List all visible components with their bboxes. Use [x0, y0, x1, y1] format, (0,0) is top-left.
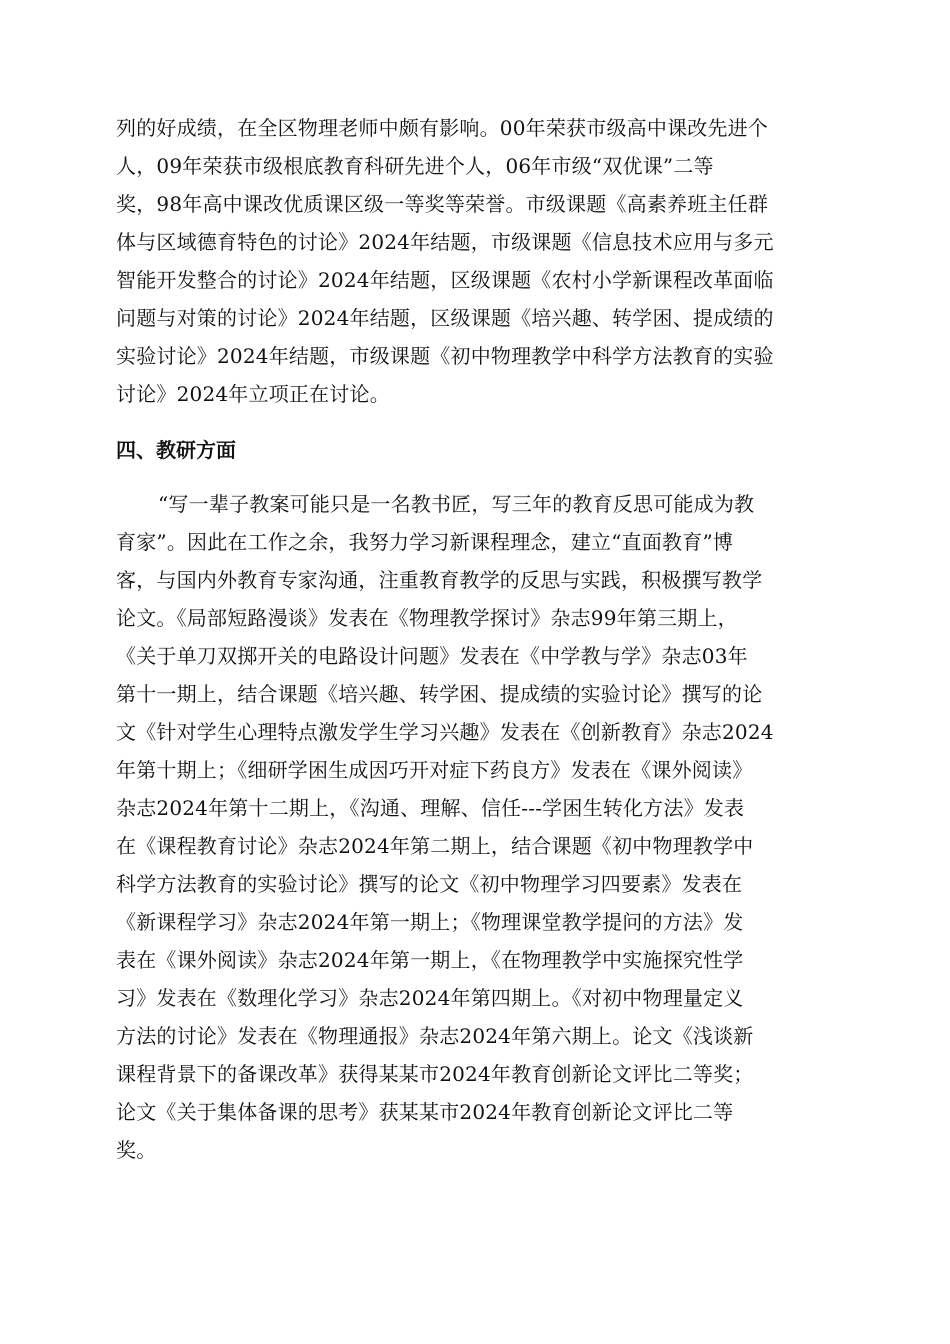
paragraph-line: 实验讨论》2024年结题，市级课题《初中物理教学中科学方法教育的实验 [116, 344, 774, 368]
paragraph-line: 表在《课外阅读》杂志2024年第一期上，《在物理教学中实施探究性学 [116, 948, 744, 972]
paragraph-line: 讨论》2024年立项正在讨论。 [116, 382, 390, 406]
paragraph-line: 人，09年荣获市级根底教育科研先进个人，06年市级“双优课”二等 [116, 154, 714, 178]
paragraph-line: 奖。 [116, 1138, 157, 1162]
paragraph-line: 在《课程教育讨论》杂志2024年第二期上，结合课题《初中物理教学中 [116, 834, 754, 858]
paragraph-line: 杂志2024年第十二期上，《沟通、理解、信任---学困生转化方法》发表 [116, 796, 745, 820]
paragraph-line: 《关于单刀双掷开关的电路设计问题》发表在《中学教与学》杂志03年 [116, 644, 748, 668]
paragraph-line: 科学方法教育的实验讨论》撰写的论文《初中物理学习四要素》发表在 [116, 872, 743, 896]
paragraph-line: 列的好成绩，在全区物理老师中颇有影响。00年荣获市级高中课改先进个 [116, 116, 769, 140]
paragraph-line: 课程背景下的备课改革》获得某某市2024年教育创新论文评比二等奖； [116, 1062, 754, 1086]
paragraph-line: 年第十期上；《细研学困生成因巧开对症下药良方》发表在《课外阅读》 [116, 758, 753, 782]
paragraph-line: 《新课程学习》杂志2024年第一期上；《物理课堂教学提问的方法》发 [116, 910, 744, 934]
paragraph-line: 习》发表在《数理化学习》杂志2024年第四期上。《对初中物理量定义 [116, 986, 744, 1010]
paragraph-line: “写一辈子教案可能只是一名教书匠，写三年的教育反思可能成为教 [158, 492, 755, 516]
paragraph-line: 奖，98年高中课改优质课区级一等奖等荣誉。市级课题《高素养班主任群 [116, 192, 769, 216]
paragraph-line: 论文。《局部短路漫谈》发表在《物理教学探讨》杂志99年第三期上， [116, 606, 738, 630]
paragraph-line: 育家”。因此在工作之余，我努力学习新课程理念，建立“直面教育”博 [116, 530, 734, 554]
paragraph-line: 问题与对策的讨论》2024年结题，区级课题《培兴趣、转学困、提成绩的 [116, 306, 774, 330]
paragraph-line: 方法的讨论》发表在《物理通报》杂志2024年第六期上。论文《浅谈新 [116, 1024, 754, 1048]
paragraph-line: 体与区域德育特色的讨论》2024年结题，市级课题《信息技术应用与多元 [116, 230, 774, 254]
paragraph-line: 文《针对学生心理特点激发学生学习兴趣》发表在《创新教育》杂志2024 [116, 720, 774, 744]
paragraph-line: 第十一期上，结合课题《培兴趣、转学困、提成绩的实验讨论》撰写的论 [116, 682, 763, 706]
paragraph-line: 客，与国内外教育专家沟通，注重教育教学的反思与实践，积极撰写教学 [116, 568, 763, 592]
paragraph-line: 智能开发整合的讨论》2024年结题，区级课题《农村小学新课程改革面临 [116, 268, 774, 292]
paragraph-line: 论文《关于集体备课的思考》获某某市2024年教育创新论文评比二等 [116, 1100, 734, 1124]
section-heading: 四、教研方面 [116, 438, 236, 462]
